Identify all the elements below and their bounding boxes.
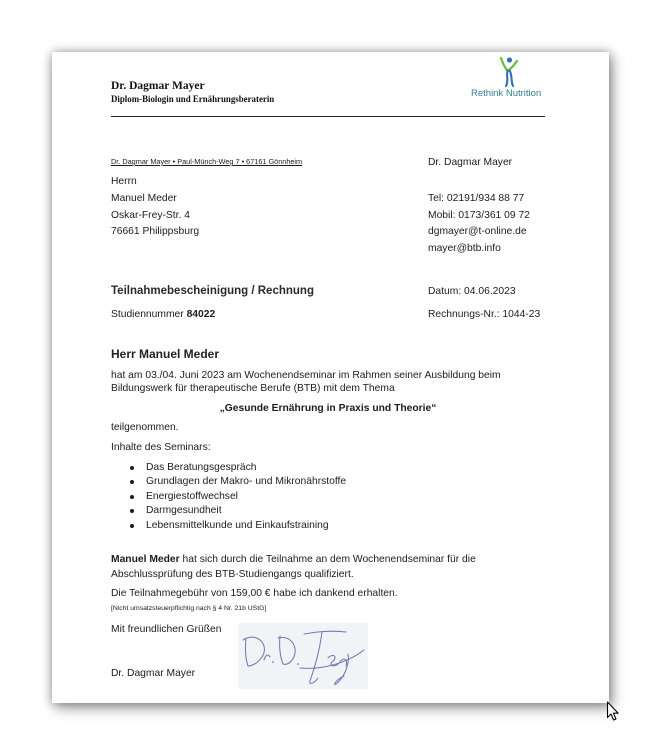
handwritten-signature	[238, 623, 368, 689]
sender-line: Dr. Dagmar Mayer • Paul-Münch-Weg 7 • 67161 Gönnheim	[111, 157, 303, 166]
mouse-pointer-icon	[606, 701, 620, 723]
contact-tel: Tel: 02191/934 88 77	[428, 192, 525, 204]
qualification-line-2: Abschlussprüfung des BTB-Studiengangs qualifiziert.	[111, 568, 354, 580]
document-subject: Teilnahmebescheinigung / Rechnung	[111, 285, 314, 297]
letterhead-divider	[111, 116, 545, 117]
qualification-line-1	[111, 553, 476, 566]
recipient-street: Oskar-Frey-Str. 4	[111, 209, 190, 221]
study-number-value: 84022	[186, 308, 216, 320]
recipient-city: 76661 Philippsburg	[111, 225, 200, 237]
intro-line-2: Bildungswerk für therapeutische Berufe (BTB) mit dem Thema	[111, 382, 395, 394]
list-item: Lebensmittelkunde und Einkaufstraining	[111, 519, 346, 534]
closing-text: Mit freundlichen Grüßen	[111, 623, 222, 635]
study-number	[111, 308, 215, 321]
letterhead-name: Dr. Dagmar Mayer	[111, 80, 205, 92]
body-heading: Herr Manuel Meder	[111, 347, 220, 361]
person-figure-icon	[495, 56, 521, 88]
recipient-salutation: Herrn	[111, 175, 137, 187]
qualification-text: hat sich durch die Teilnahme an dem Wochenendseminar für die	[182, 553, 476, 565]
logo-wordmark: Rethink Nutrition	[471, 88, 542, 99]
contents-label: Inhalte des Seminars:	[111, 441, 211, 453]
document-page	[52, 52, 609, 703]
list-item: Energiestoffwechsel	[111, 490, 346, 505]
list-item: Grundlagen der Makro- und Mikronährstoffe	[111, 475, 346, 490]
invoice-number: Rechnungs-Nr.: 1044-23	[428, 308, 541, 320]
contact-mobile: Mobil: 0173/361 09 72	[428, 209, 530, 221]
fee-text: Die Teilnahmegebühr von 159,00 € habe ich dankend erhalten.	[111, 587, 398, 599]
document-date: Datum: 04.06.2023	[428, 285, 516, 297]
list-item: Darmgesundheit	[111, 504, 346, 519]
contact-name: Dr. Dagmar Mayer	[428, 156, 513, 168]
participated-text: teilgenommen.	[111, 421, 179, 433]
letterhead-title: Diplom-Biologin und Ernährungsberaterin	[111, 94, 275, 104]
qualification-name: Manuel Meder	[111, 553, 180, 565]
contact-email-1: dgmayer@t-online.de	[428, 225, 527, 237]
intro-line-1: hat am 03./04. Juni 2023 am Wochenendseminar im Rahmen seiner Ausbildung beim	[111, 369, 501, 381]
seminar-topic: „Gesunde Ernährung in Praxis und Theorie“	[219, 402, 437, 414]
contact-email-2: mayer@btb.info	[428, 242, 501, 254]
recipient-name: Manuel Meder	[111, 192, 177, 204]
study-number-label: Studiennummer	[111, 308, 184, 320]
list-item: Das Beratungsgespräch	[111, 461, 346, 476]
tax-note: [Nicht umsatzsteuerpflichtig nach § 4 Nr. 21b UStG]	[111, 605, 267, 612]
seminar-contents-list	[111, 461, 346, 534]
signer-name: Dr. Dagmar Mayer	[111, 667, 196, 679]
